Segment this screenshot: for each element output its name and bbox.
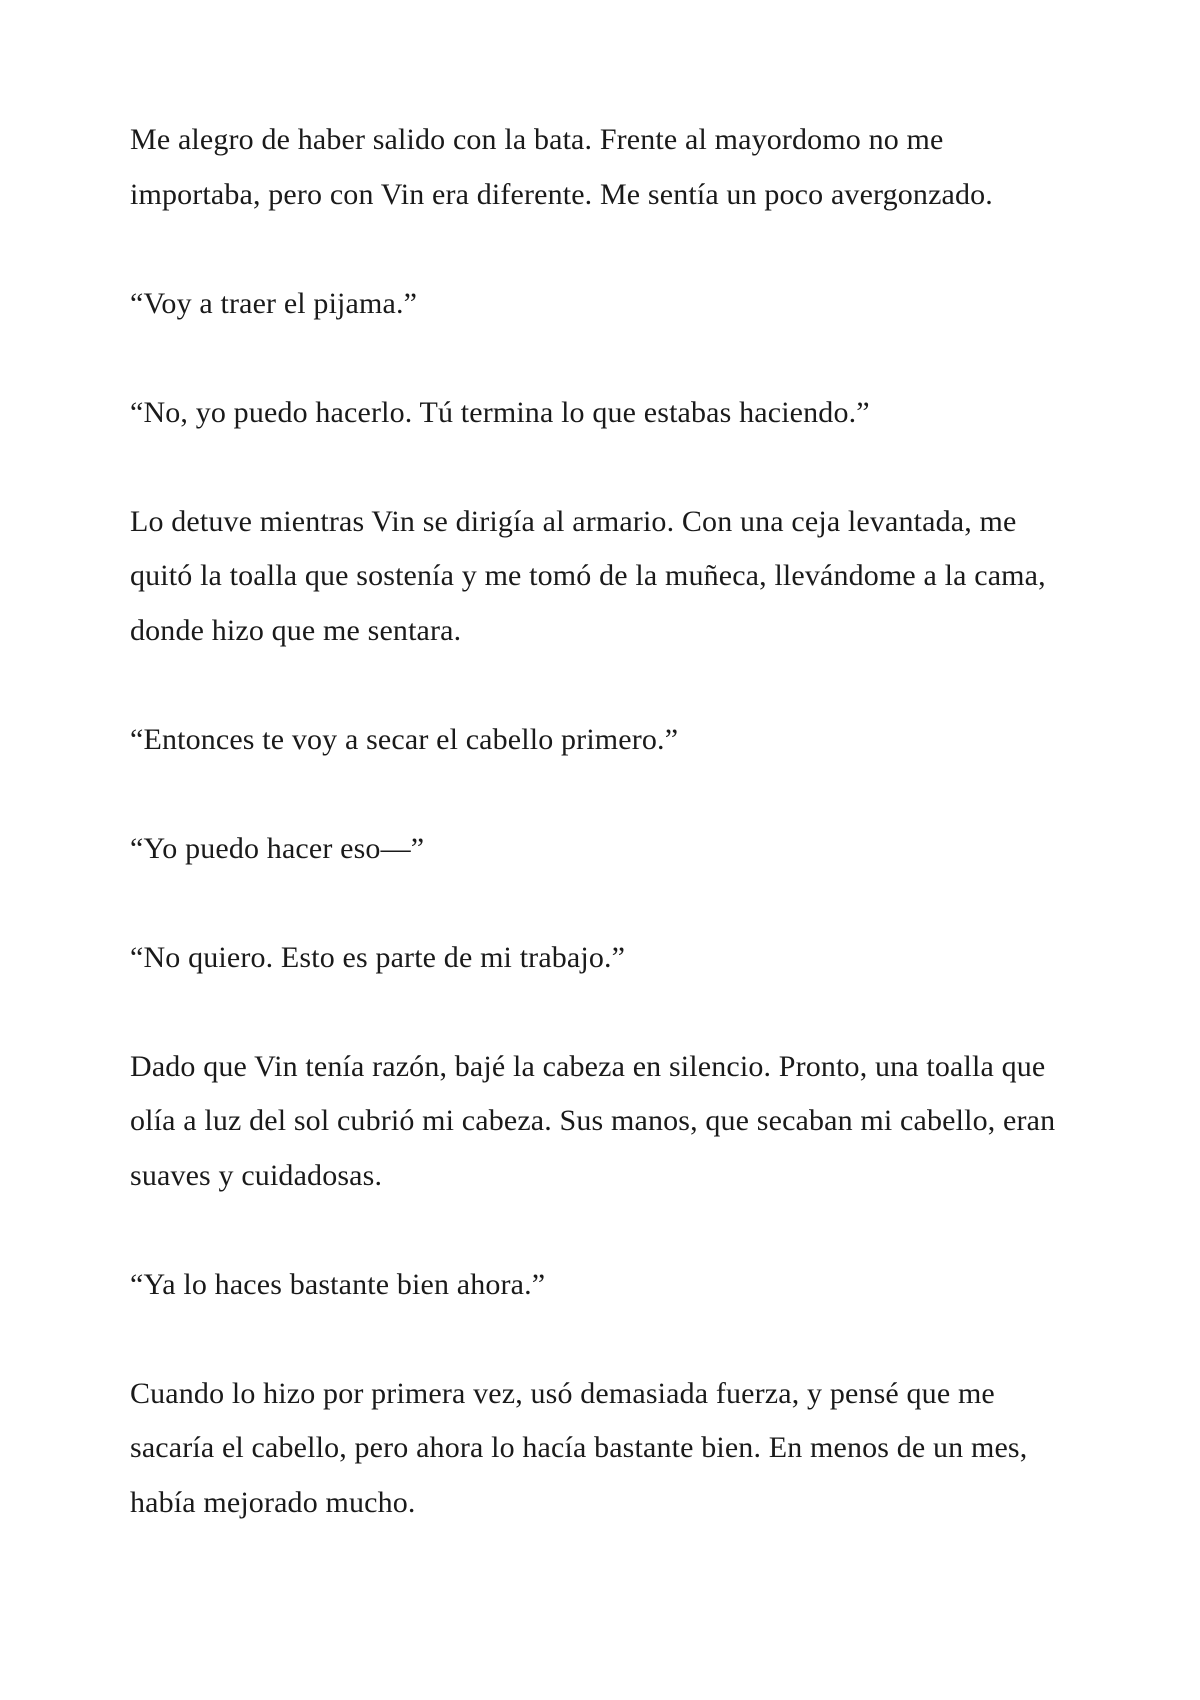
paragraph-10: Cuando lo hizo por primera vez, usó demasiada fuerza, y pensé que me sacaría el cabello, pero ahora lo hacía bastante bien. En menos de un mes, había mejorado mucho. (130, 1376, 1028, 1519)
paragraph-4: Lo detuve mientras Vin se dirigía al armario. Con una ceja levantada, me quitó la toalla que sostenía y me tomó de la muñeca, llevándome a la cama, donde hizo que me sentara. (130, 504, 1046, 647)
paragraph-7: “No quiero. Esto es parte de mi trabajo.” (130, 940, 626, 974)
paragraph-1: Me alegro de haber salido con la bata. Frente al mayordomo no me importaba, pero con Vin era diferente. Me sentía un poco avergonzado. (130, 123, 993, 211)
paragraph-2: “Voy a traer el pijama.” (130, 286, 418, 320)
paragraph-6: “Yo puedo hacer eso—” (130, 831, 425, 865)
paragraph-8: Dado que Vin tenía razón, bajé la cabeza en silencio. Pronto, una toalla que olía a luz del sol cubrió mi cabeza. Sus manos, que secaban mi cabello, eran suaves y cuidadosas. (130, 1049, 1056, 1192)
body-text (130, 113, 1070, 1530)
paragraph-9: “Ya lo haces bastante bien ahora.” (130, 1267, 546, 1301)
paragraph-5: “Entonces te voy a secar el cabello primero.” (130, 722, 679, 756)
paragraph-3: “No, yo puedo hacerlo. Tú termina lo que estabas haciendo.” (130, 395, 870, 429)
